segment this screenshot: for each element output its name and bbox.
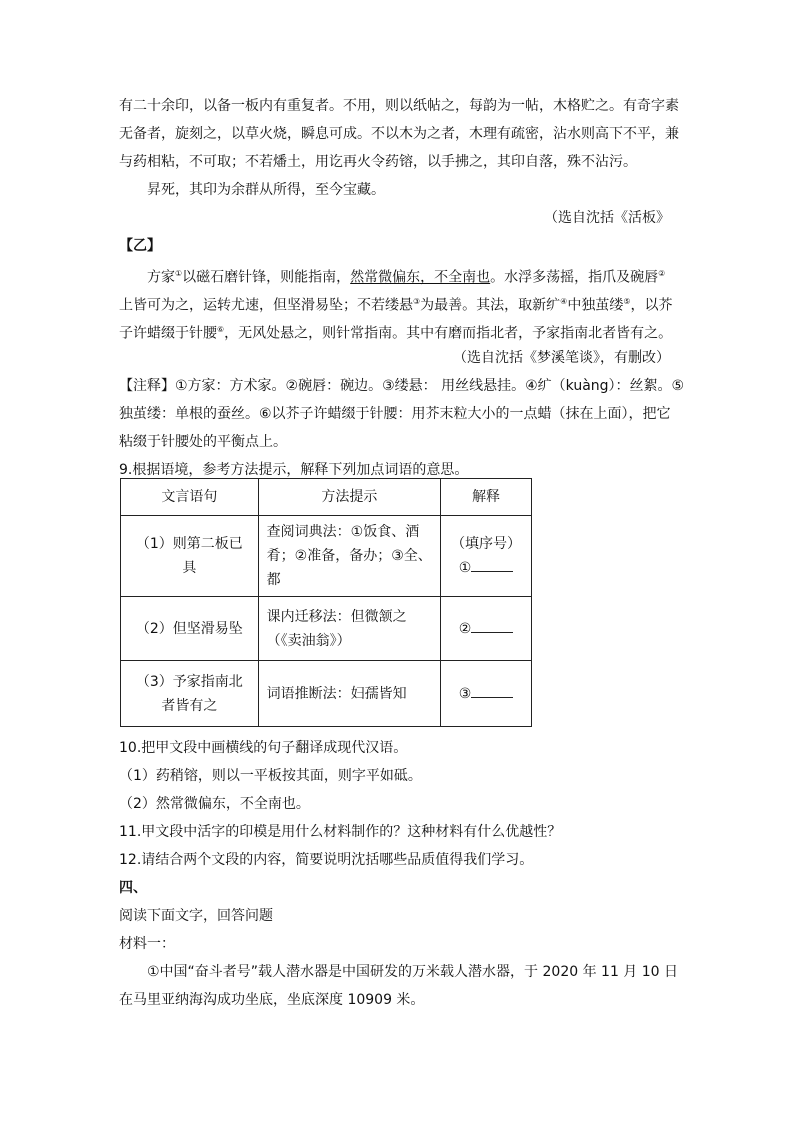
notes-line-1: 【注释】①方家：方术家。②碗唇：碗边。③缕悬： 用丝线悬挂。④纩（kuàng）：丝絮。⑤ (119, 378, 685, 394)
answer-blank-2[interactable] (449, 617, 523, 641)
yi-text: 。水浮多荡摇，指爪及碗唇 (490, 269, 659, 286)
yi-source: （选自沈括《梦溪笔谈》，有删改） (453, 350, 670, 366)
answer-number: ③ (458, 685, 472, 702)
answer-number: ① (458, 560, 472, 576)
answer-instruction: （填序号） (451, 536, 522, 552)
yi-text: 为最善。其法，取新纩 (420, 297, 561, 314)
question-9-table (120, 478, 532, 727)
material-paragraph-line-1: ①中国“奋斗者号”载人潜水器是中国研发的万米载人潜水器，于 2020 年 11 月 10 日 (147, 964, 679, 980)
question-9-prompt: 9.根据语境，参考方法提示，解释下列加点词语的意思。 (119, 462, 469, 478)
notes-line-2: 独茧缕：单根的蚕丝。⑥以芥子许蜡缀于针腰：用芥末粒大小的一点蜡（抹在上面），把它 (119, 406, 671, 422)
column-header-sentence: 文言语句 (121, 479, 259, 516)
table-row (121, 516, 532, 597)
yi-paragraph-line-3 (119, 320, 672, 344)
column-header-answer: 解释 (441, 479, 532, 516)
question-11: 11.甲文段中活字的印模是用什么材料制作的？这种材料有什么优越性？ (119, 824, 562, 840)
yi-text: 子许蜡缀于针腰 (119, 325, 217, 342)
yi-text: 中独茧缕 (567, 297, 624, 314)
jia-line-2: 无备者，旋刻之，以草火烧，瞬息可成。不以木为之者，木理有疏密，沾水则高下不平，兼 (119, 126, 679, 142)
hint-cell: 词语推断法：妇孺皆知 (258, 661, 440, 727)
yi-text: 上皆可为之，运转尤速，但坚滑易坠；不若缕悬 (119, 297, 413, 314)
footnote-marker: ⑥ (217, 325, 225, 334)
hint-cell: 课内迁移法：但微颔之（《卖油翁》） (258, 597, 440, 661)
yi-text: ，以芥 (630, 297, 673, 314)
footnote-marker: ① (175, 269, 183, 278)
footnote-marker: ⑤ (623, 297, 631, 306)
table-row (121, 597, 532, 661)
yi-text: ，无风处悬之，则针常指南。其中有磨而指北者，予家指南北者皆有之。 (224, 325, 673, 342)
yi-heading: 【乙】 (119, 238, 161, 254)
question-12: 12.请结合两个文段的内容，简要说明沈括哪些品质值得我们学习。 (119, 852, 534, 868)
jia-line-4: 昇死，其印为余群从所得，至今宝藏。 (147, 182, 385, 198)
hint-cell: 查阅词典法：①饭食、酒肴；②准备，备办；③全、都 (258, 516, 440, 597)
question-10-sentence-2: （2）然常微偏东，不全南也。 (119, 796, 310, 812)
blank-line (471, 557, 513, 572)
table-header-row (121, 479, 532, 516)
table-row (121, 661, 532, 727)
footnote-marker: ② (658, 269, 666, 278)
answer-cell (441, 661, 532, 727)
column-header-hint: 方法提示 (258, 479, 440, 516)
answer-cell (441, 516, 532, 597)
question-10-sentence-1: （1）药稍镕，则以一平板按其面，则字平如砥。 (119, 768, 422, 784)
section-4-heading: 四、 (119, 880, 147, 896)
footnote-marker: ③ (413, 297, 421, 306)
blank-line (471, 618, 513, 633)
yi-text: 方家 (147, 269, 175, 286)
question-10-prompt: 10.把甲文段中画横线的句子翻译成现代汉语。 (119, 740, 408, 756)
jia-line-3: 与药相粘，不可取；不若燔土，用讫再火令药镕，以手拂之，其印自落，殊不沾污。 (119, 154, 637, 170)
notes-line-3: 粘缀于针腰处的平衡点上。 (119, 434, 287, 450)
answer-blank-3[interactable] (449, 682, 523, 706)
underlined-sentence: 然常微偏东，不全南也 (350, 269, 491, 286)
section-4-intro: 阅读下面文字，回答问题 (119, 908, 273, 924)
answer-blank-1[interactable] (449, 556, 523, 580)
yi-text: 以磁石磨针锋，则能指南， (182, 269, 351, 286)
material-label: 材料一： (119, 936, 175, 952)
sentence-cell: （3）予家指南北者皆有之 (121, 661, 259, 727)
sentence-cell: （2）但坚滑易坠 (121, 597, 259, 661)
sentence-cell: （1）则第二板已具 (121, 516, 259, 597)
jia-source: （选自沈括《活板》 (544, 210, 670, 226)
answer-cell (441, 597, 532, 661)
material-paragraph-line-2: 在马里亚纳海沟成功坐底，坐底深度 10909 米。 (119, 992, 425, 1008)
yi-paragraph-line-2 (119, 292, 673, 316)
jia-line-1: 有二十余印，以备一板内有重复者。不用，则以纸帖之，每韵为一帖，木格贮之。有奇字素 (119, 98, 679, 114)
footnote-marker: ④ (560, 297, 568, 306)
blank-line (471, 683, 513, 698)
yi-paragraph-line-1 (147, 264, 665, 288)
answer-number: ② (458, 620, 472, 637)
